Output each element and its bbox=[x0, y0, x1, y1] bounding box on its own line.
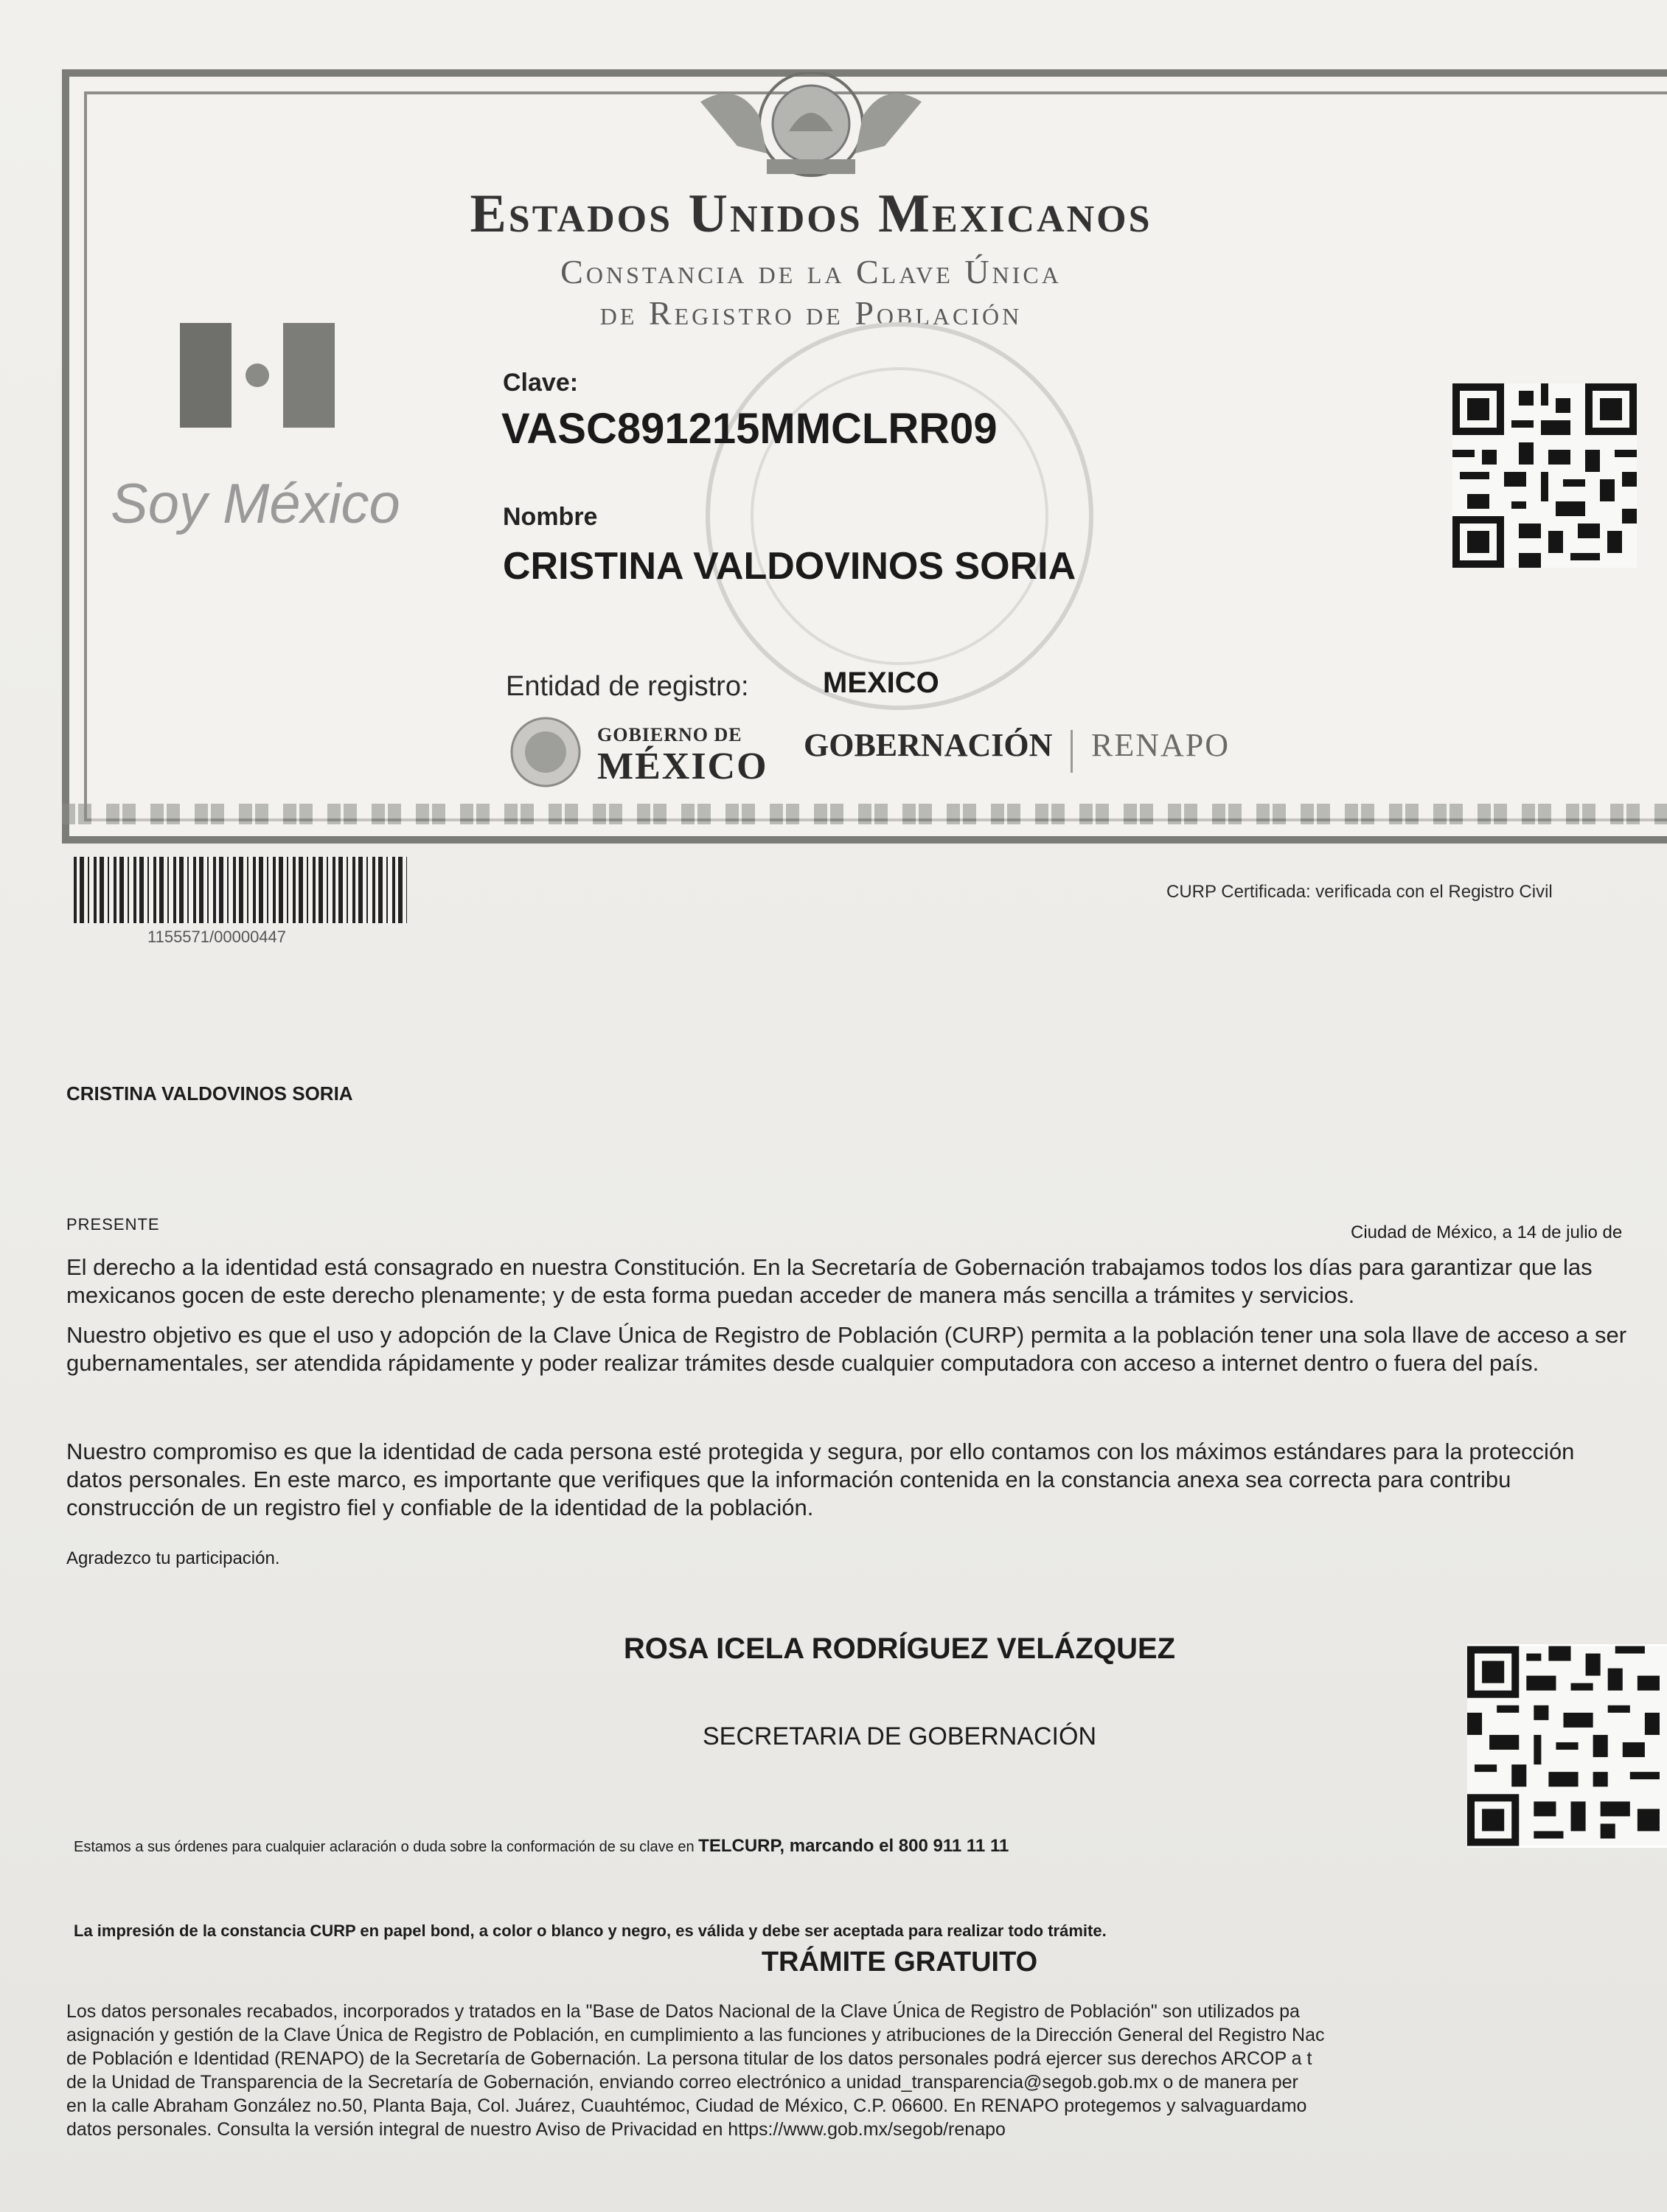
logo-gobierno-line2: MÉXICO bbox=[597, 745, 768, 787]
entidad-label: Entidad de registro: bbox=[506, 671, 749, 702]
privacy-line: en la calle Abraham González no.50, Planta Baja, Col. Juárez, Cuauhtémoc, Ciudad de México, C.P. 06600. En RENAPO protegemos y salvaguardamo bbox=[66, 2096, 1307, 2116]
signer-title: SECRETARIA DE GOBERNACIÓN bbox=[702, 1722, 1097, 1750]
clave-label: Clave: bbox=[503, 369, 579, 397]
certified-note: CURP Certificada: verificada con el Registro Civil bbox=[1166, 882, 1553, 902]
soy-mexico-slogan: Soy México bbox=[111, 473, 400, 535]
mexico-flag-icon bbox=[180, 323, 335, 428]
privacy-line: asignación y gestión de la Clave Única de Registro de Población, en cumplimiento a las funciones y atribuciones de la Dirección General del Registro Nac bbox=[66, 2025, 1325, 2045]
nombre-label: Nombre bbox=[503, 503, 598, 531]
logo-renapo: RENAPO bbox=[1091, 727, 1231, 763]
gobierno-seal-icon bbox=[509, 715, 582, 789]
paragraph-line: gubernamentales, ser atendida rápidamente y poder realizar trámites desde cualquier computadora con acceso a internet dentro o fuera del país. bbox=[66, 1350, 1539, 1376]
paragraph-objective bbox=[66, 1321, 1667, 1377]
paragraph-commitment bbox=[66, 1438, 1667, 1522]
barcode-number: 1155571/00000447 bbox=[147, 928, 287, 946]
logo-gobernacion: GOBERNACIÓN bbox=[804, 727, 1053, 763]
letter-presente: PRESENTE bbox=[66, 1215, 160, 1234]
letter-thanks: Agradezco tu participación. bbox=[66, 1548, 280, 1568]
logo-divider bbox=[1071, 730, 1073, 773]
letter-recipient: CRISTINA VALDOVINOS SORIA bbox=[66, 1082, 353, 1105]
contact-text: Estamos a sus órdenes para cualquier aclaración o duda sobre la conformación de su clave en bbox=[74, 1839, 695, 1855]
qr-code-signature-icon bbox=[1467, 1644, 1667, 1848]
paragraph-line: construcción de un registro fiel y confiable de la identidad de la población. bbox=[66, 1495, 814, 1520]
paragraph-line: Nuestro compromiso es que la identidad de cada persona esté protegida y segura, por ello contamos con los máximos estándares para la protección bbox=[66, 1439, 1575, 1464]
letter-place-date: Ciudad de México, a 14 de julio de bbox=[1351, 1222, 1623, 1242]
entidad-value: MEXICO bbox=[823, 667, 939, 699]
paragraph-line: datos personales. En este marco, es importante que verifiques que la información contenida en la constancia anexa sea correcta para contribu bbox=[66, 1467, 1511, 1492]
greek-border-pattern bbox=[62, 804, 1667, 824]
signer-name: ROSA ICELA RODRÍGUEZ VELÁZQUEZ bbox=[623, 1632, 1176, 1665]
watermark-seal-icon bbox=[693, 310, 1106, 723]
nombre-value: CRISTINA VALDOVINOS SORIA bbox=[503, 545, 1076, 588]
logo-gobierno-line1: GOBIERNO DE bbox=[597, 724, 742, 745]
paragraph-line: Nuestro objetivo es que el uso y adopción de la Clave Única de Registro de Población (CURP) permita a la población tener una sola llave de acceso a ser bbox=[66, 1322, 1627, 1348]
privacy-line: Los datos personales recabados, incorporados y tratados en la "Base de Datos Nacional de la Clave Única de Registro de Población" son utilizados pa bbox=[66, 2001, 1300, 2022]
privacy-notice bbox=[66, 2000, 1667, 2141]
clave-value: VASC891215MMCLRR09 bbox=[501, 405, 998, 453]
qr-code-icon bbox=[1452, 383, 1637, 568]
free-procedure: TRÁMITE GRATUITO bbox=[761, 1947, 1038, 1978]
privacy-line: datos personales. Consulta la versión integral de nuestro Aviso de Privacidad en https://www.gob.mx/segob/renapo bbox=[66, 2119, 1006, 2140]
contact-line bbox=[74, 1836, 1009, 1857]
validity-note: La impresión de la constancia CURP en papel bond, a color o blanco y negro, es válida y debe ser aceptada para realizar todo trámite. bbox=[74, 1921, 1107, 1940]
privacy-line: de Población e Identidad (RENAPO) de la Secretaría de Gobernación. La persona titular de los datos personales podrá ejercer sus derechos ARCOP a t bbox=[66, 2048, 1312, 2069]
coat-of-arms-icon bbox=[693, 72, 929, 183]
privacy-line: de la Unidad de Transparencia de la Secretaría de Gobernación, enviando correo electrónico a unidad_transparencia@segob.gob.mx o de manera per bbox=[66, 2072, 1298, 2093]
document-subtitle-line2: de Registro de Población bbox=[599, 294, 1023, 332]
document-title: Estados Unidos Mexicanos bbox=[470, 184, 1152, 244]
paragraph-line: mexicanos gocen de este derecho plenamente; y de esta forma puedan acceder de manera más sencilla a trámites y servicios. bbox=[66, 1282, 1355, 1308]
barcode-icon bbox=[74, 857, 407, 923]
paragraph-identity bbox=[66, 1253, 1667, 1310]
document-subtitle-line1: Constancia de la Clave Única bbox=[560, 253, 1062, 291]
contact-phone: TELCURP, marcando el 800 911 11 11 bbox=[698, 1836, 1009, 1856]
paragraph-line: El derecho a la identidad está consagrado en nuestra Constitución. En la Secretaría de Gobernación trabajamos todos los días para garantizar que las bbox=[66, 1254, 1593, 1280]
